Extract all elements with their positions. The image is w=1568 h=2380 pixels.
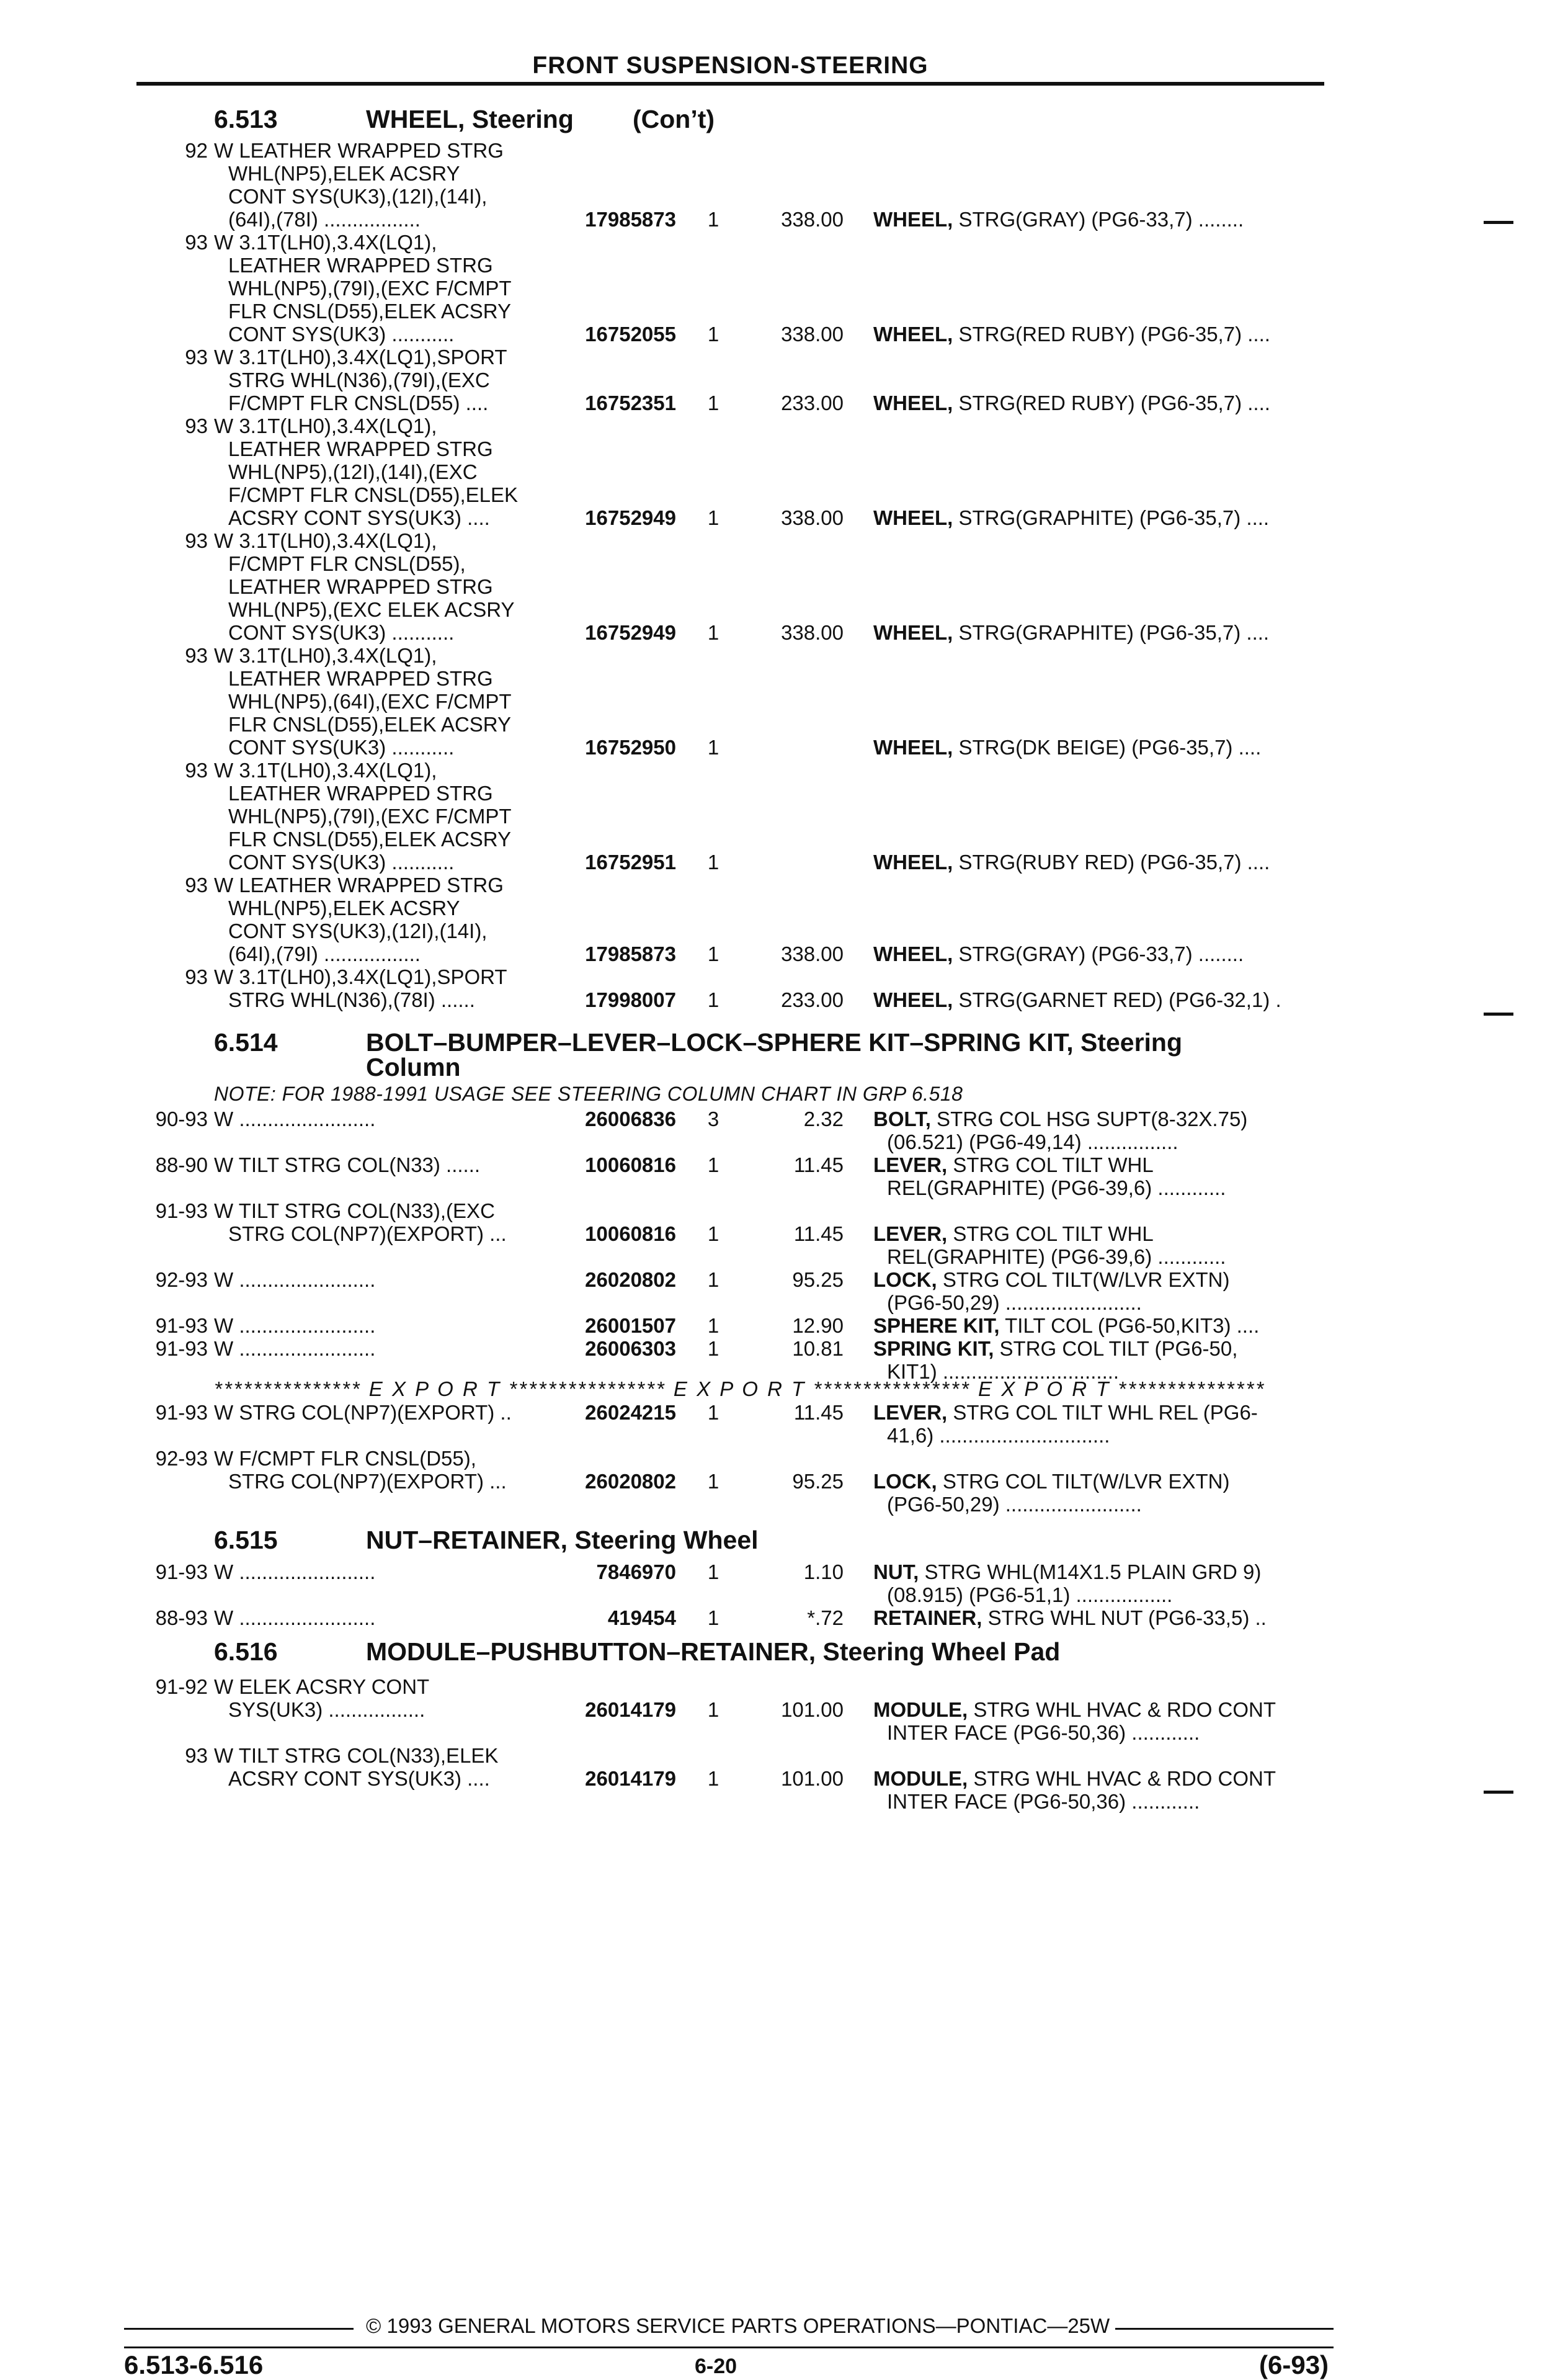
part-description: SPHERE KIT, TILT COL (PG6-50,KIT3) .... <box>873 1314 1260 1337</box>
part-name: LEVER, <box>873 1222 948 1245</box>
usage-line: WHL(NP5),(79I),(EXC F/CMPT <box>228 805 512 828</box>
part-name: WHEEL, <box>873 208 953 231</box>
price: 338.00 <box>781 621 844 644</box>
price: 101.00 <box>781 1767 844 1790</box>
usage-line: ACSRY CONT SYS(UK3) .... <box>228 1767 490 1790</box>
footer-rule-left <box>124 2328 354 2330</box>
section-title: WHEEL, Steering <box>366 105 574 133</box>
usage-line: (64I),(78I) ................. <box>228 208 421 231</box>
usage-line: STRG COL(NP7)(EXPORT) ... <box>228 1222 507 1245</box>
part-description: NUT, STRG WHL(M14X1.5 PLAIN GRD 9) <box>873 1560 1262 1583</box>
part-number: 16752949 <box>585 621 676 644</box>
part-name: WHEEL, <box>873 621 953 644</box>
part-name: LOCK, <box>873 1268 937 1291</box>
part-description: WHEEL, STRG(GARNET RED) (PG6-32,1) . <box>873 988 1281 1011</box>
part-number: 26001507 <box>585 1314 676 1337</box>
part-name: SPRING KIT, <box>873 1337 994 1360</box>
price: 233.00 <box>781 391 844 414</box>
part-number: 419454 <box>607 1606 676 1629</box>
quantity: 1 <box>707 1314 719 1337</box>
quantity: 1 <box>707 1222 719 1245</box>
quantity: 1 <box>707 736 719 759</box>
quantity: 1 <box>707 988 719 1011</box>
part-description-cont: (PG6-50,29) ........................ <box>887 1493 1142 1516</box>
part-name: BOLT, <box>873 1107 931 1130</box>
quantity: 1 <box>707 391 719 414</box>
usage-line: CONT SYS(UK3) ........... <box>228 621 455 644</box>
part-number: 16752949 <box>585 506 676 529</box>
usage-line: SYS(UK3) ................. <box>228 1698 425 1721</box>
quantity: 1 <box>707 506 719 529</box>
usage-line: WHL(NP5),(64I),(EXC F/CMPT <box>228 690 512 713</box>
part-description: WHEEL, STRG(GRAPHITE) (PG6-35,7) .... <box>873 506 1270 529</box>
usage-line: CONT SYS(UK3),(12I),(14I), <box>228 185 488 208</box>
part-description: WHEEL, STRG(DK BEIGE) (PG6-35,7) .... <box>873 736 1262 759</box>
usage-line: WHL(NP5),(79I),(EXC F/CMPT <box>228 277 512 300</box>
section-number: 6.514 <box>214 1028 278 1057</box>
margin-mark <box>1484 221 1513 224</box>
price: 10.81 <box>792 1337 844 1360</box>
section-number: 6.515 <box>214 1526 278 1554</box>
usage-line: W 3.1T(LH0),3.4X(LQ1), <box>214 414 437 437</box>
quantity: 1 <box>707 1560 719 1583</box>
part-name: WHEEL, <box>873 851 953 874</box>
model-year: 93 <box>185 231 208 254</box>
header-rule <box>136 82 1324 86</box>
margin-mark <box>1484 1791 1513 1794</box>
usage-line: W ........................ <box>214 1268 376 1291</box>
quantity: 1 <box>707 1401 719 1424</box>
part-description: MODULE, STRG WHL HVAC & RDO CONT <box>873 1767 1276 1790</box>
usage-line: LEATHER WRAPPED STRG <box>228 254 493 277</box>
usage-line: W ........................ <box>214 1337 376 1360</box>
part-number: 16752950 <box>585 736 676 759</box>
usage-line: WHL(NP5),ELEK ACSRY <box>228 897 460 919</box>
model-year: 93 <box>185 346 208 369</box>
usage-line: F/CMPT FLR CNSL(D55),ELEK <box>228 483 518 506</box>
model-year: 91-93 <box>155 1337 208 1360</box>
usage-line: W 3.1T(LH0),3.4X(LQ1),SPORT <box>214 965 507 988</box>
price: 338.00 <box>781 208 844 231</box>
usage-line: FLR CNSL(D55),ELEK ACSRY <box>228 828 512 851</box>
price: 95.25 <box>792 1268 844 1291</box>
part-number: 26006303 <box>585 1337 676 1360</box>
price: 1.10 <box>803 1560 844 1583</box>
part-description: RETAINER, STRG WHL NUT (PG6-33,5) .. <box>873 1606 1267 1629</box>
usage-line: WHL(NP5),(EXC ELEK ACSRY <box>228 598 515 621</box>
usage-line: W TILT STRG COL(N33) ...... <box>214 1153 481 1176</box>
usage-line: W STRG COL(NP7)(EXPORT) .. <box>214 1401 512 1424</box>
part-description: LOCK, STRG COL TILT(W/LVR EXTN) <box>873 1470 1230 1493</box>
part-number: 16752055 <box>585 323 676 346</box>
usage-line: W LEATHER WRAPPED STRG <box>214 874 504 897</box>
model-year: 91-93 <box>155 1401 208 1424</box>
section-continued: (Con’t) <box>633 105 715 133</box>
part-number: 17985873 <box>585 942 676 965</box>
part-number: 26014179 <box>585 1698 676 1721</box>
quantity: 3 <box>707 1107 719 1130</box>
part-description: WHEEL, STRG(RUBY RED) (PG6-35,7) .... <box>873 851 1270 874</box>
quantity: 1 <box>707 1767 719 1790</box>
price: 12.90 <box>792 1314 844 1337</box>
page-header-title: FRONT SUSPENSION-STEERING <box>532 52 929 79</box>
price: 338.00 <box>781 506 844 529</box>
part-description: LEVER, STRG COL TILT WHL REL (PG6- <box>873 1401 1258 1424</box>
part-description: WHEEL, STRG(RED RUBY) (PG6-35,7) .... <box>873 323 1270 346</box>
price: 338.00 <box>781 942 844 965</box>
part-description: LOCK, STRG COL TILT(W/LVR EXTN) <box>873 1268 1230 1291</box>
part-number: 26020802 <box>585 1470 676 1493</box>
part-description-cont: (08.915) (PG6-51,1) ................. <box>887 1583 1173 1606</box>
part-number: 16752351 <box>585 391 676 414</box>
part-name: MODULE, <box>873 1767 968 1790</box>
part-description: LEVER, STRG COL TILT WHL <box>873 1153 1154 1176</box>
section-number: 6.513 <box>214 105 278 133</box>
usage-line: F/CMPT FLR CNSL(D55) .... <box>228 391 489 414</box>
model-year: 91-93 <box>155 1314 208 1337</box>
footer-rule-bottom <box>124 2346 1334 2348</box>
part-number: 10060816 <box>585 1153 676 1176</box>
part-description: MODULE, STRG WHL HVAC & RDO CONT <box>873 1698 1276 1721</box>
usage-line: W 3.1T(LH0),3.4X(LQ1), <box>214 231 437 254</box>
part-description: WHEEL, STRG(GRAY) (PG6-33,7) ........ <box>873 208 1244 231</box>
usage-line: (64I),(79I) ................. <box>228 942 421 965</box>
part-description-cont: REL(GRAPHITE) (PG6-39,6) ............ <box>887 1245 1226 1268</box>
quantity: 1 <box>707 208 719 231</box>
usage-line: W 3.1T(LH0),3.4X(LQ1),SPORT <box>214 346 507 369</box>
usage-line: W 3.1T(LH0),3.4X(LQ1), <box>214 529 437 552</box>
model-year: 88-93 <box>155 1606 208 1629</box>
usage-line: W TILT STRG COL(N33),ELEK <box>214 1744 499 1767</box>
usage-line: CONT SYS(UK3) ........... <box>228 323 455 346</box>
usage-line: STRG COL(NP7)(EXPORT) ... <box>228 1470 507 1493</box>
price: 11.45 <box>793 1401 844 1424</box>
model-year: 93 <box>185 644 208 667</box>
usage-line: W ELEK ACSRY CONT <box>214 1675 430 1698</box>
part-description-cont: KIT1) ............................... <box>887 1360 1120 1383</box>
part-description: WHEEL, STRG(GRAY) (PG6-33,7) ........ <box>873 942 1244 965</box>
export-divider: *************** E X P O R T **************** E X P O R T **************** E X P O R T *************** <box>214 1377 1266 1400</box>
part-name: LOCK, <box>873 1470 937 1493</box>
part-name: LEVER, <box>873 1153 948 1176</box>
part-number: 26006836 <box>585 1107 676 1130</box>
part-name: WHEEL, <box>873 323 953 346</box>
quantity: 1 <box>707 1337 719 1360</box>
usage-line: WHL(NP5),(12I),(14I),(EXC <box>228 460 478 483</box>
model-year: 92 <box>185 139 208 162</box>
usage-line: STRG WHL(N36),(78I) ...... <box>228 988 475 1011</box>
quantity: 1 <box>707 323 719 346</box>
quantity: 1 <box>707 942 719 965</box>
part-number: 7846970 <box>596 1560 676 1583</box>
usage-line: W 3.1T(LH0),3.4X(LQ1), <box>214 644 437 667</box>
usage-line: W ........................ <box>214 1606 376 1629</box>
part-description: SPRING KIT, STRG COL TILT (PG6-50, <box>873 1337 1238 1360</box>
price: 2.32 <box>803 1107 844 1130</box>
usage-line: W LEATHER WRAPPED STRG <box>214 139 504 162</box>
price: 338.00 <box>781 323 844 346</box>
price: 11.45 <box>793 1222 844 1245</box>
part-description-cont: (PG6-50,29) ........................ <box>887 1291 1142 1314</box>
part-description-cont: INTER FACE (PG6-50,36) ............ <box>887 1721 1200 1744</box>
part-description: LEVER, STRG COL TILT WHL <box>873 1222 1154 1245</box>
usage-line: CONT SYS(UK3) ........... <box>228 736 455 759</box>
model-year: 91-93 <box>155 1199 208 1222</box>
part-description-cont: (06.521) (PG6-49,14) ................ <box>887 1130 1178 1153</box>
usage-line: CONT SYS(UK3) ........... <box>228 851 455 874</box>
part-name: NUT, <box>873 1560 919 1583</box>
part-name: WHEEL, <box>873 506 953 529</box>
part-name: LEVER, <box>873 1401 948 1424</box>
usage-line: W ........................ <box>214 1107 376 1130</box>
quantity: 1 <box>707 621 719 644</box>
margin-mark <box>1484 1013 1513 1016</box>
price: 233.00 <box>781 988 844 1011</box>
part-number: 26024215 <box>585 1401 676 1424</box>
quantity: 1 <box>707 1698 719 1721</box>
usage-line: FLR CNSL(D55),ELEK ACSRY <box>228 713 512 736</box>
usage-line: WHL(NP5),ELEK ACSRY <box>228 162 460 185</box>
model-year: 93 <box>185 414 208 437</box>
model-year: 92-93 <box>155 1268 208 1291</box>
part-name: WHEEL, <box>873 391 953 414</box>
usage-line: W TILT STRG COL(N33),(EXC <box>214 1199 495 1222</box>
model-year: 93 <box>185 529 208 552</box>
usage-line: W ........................ <box>214 1560 376 1583</box>
part-description: WHEEL, STRG(RED RUBY) (PG6-35,7) .... <box>873 391 1270 414</box>
model-year: 93 <box>185 874 208 897</box>
usage-line: LEATHER WRAPPED STRG <box>228 667 493 690</box>
part-name: RETAINER, <box>873 1606 982 1629</box>
quantity: 1 <box>707 1606 719 1629</box>
price: 95.25 <box>792 1470 844 1493</box>
quantity: 1 <box>707 851 719 874</box>
footer-copyright: © 1993 GENERAL MOTORS SERVICE PARTS OPERATIONS—PONTIAC—25W <box>366 2314 1110 2337</box>
part-name: SPHERE KIT, <box>873 1314 1000 1337</box>
price: *.72 <box>807 1606 844 1629</box>
part-name: WHEEL, <box>873 988 953 1011</box>
part-number: 26014179 <box>585 1767 676 1790</box>
section-title: MODULE–PUSHBUTTON–RETAINER, Steering Wheel Pad <box>366 1637 1061 1666</box>
usage-line: STRG WHL(N36),(79I),(EXC <box>228 369 490 391</box>
model-year: 93 <box>185 1744 208 1767</box>
usage-line: W F/CMPT FLR CNSL(D55), <box>214 1447 476 1470</box>
usage-line: LEATHER WRAPPED STRG <box>228 437 493 460</box>
model-year: 91-92 <box>155 1675 208 1698</box>
model-year: 90-93 <box>155 1107 208 1130</box>
part-number: 17985873 <box>585 208 676 231</box>
quantity: 1 <box>707 1470 719 1493</box>
usage-line: FLR CNSL(D55),ELEK ACSRY <box>228 300 512 323</box>
usage-line: CONT SYS(UK3),(12I),(14I), <box>228 919 488 942</box>
model-year: 93 <box>185 965 208 988</box>
section-title: NUT–RETAINER, Steering Wheel <box>366 1526 759 1554</box>
usage-line: LEATHER WRAPPED STRG <box>228 575 493 598</box>
model-year: 93 <box>185 759 208 782</box>
usage-line: W 3.1T(LH0),3.4X(LQ1), <box>214 759 437 782</box>
price: 11.45 <box>793 1153 844 1176</box>
part-description-cont: INTER FACE (PG6-50,36) ............ <box>887 1790 1200 1813</box>
part-number: 16752951 <box>585 851 676 874</box>
model-year: 88-90 <box>155 1153 208 1176</box>
model-year: 91-93 <box>155 1560 208 1583</box>
section-note: NOTE: FOR 1988-1991 USAGE SEE STEERING COLUMN CHART IN GRP 6.518 <box>214 1083 963 1105</box>
section-title-line2: Column <box>366 1053 461 1081</box>
usage-line: F/CMPT FLR CNSL(D55), <box>228 552 466 575</box>
part-number: 10060816 <box>585 1222 676 1245</box>
quantity: 1 <box>707 1153 719 1176</box>
price: 101.00 <box>781 1698 844 1721</box>
part-description: BOLT, STRG COL HSG SUPT(8-32X.75) <box>873 1107 1248 1130</box>
usage-line: LEATHER WRAPPED STRG <box>228 782 493 805</box>
part-number: 26020802 <box>585 1268 676 1291</box>
quantity: 1 <box>707 1268 719 1291</box>
part-number: 17998007 <box>585 988 676 1011</box>
usage-line: W ........................ <box>214 1314 376 1337</box>
section-number: 6.516 <box>214 1637 278 1666</box>
section-title: BOLT–BUMPER–LEVER–LOCK–SPHERE KIT–SPRING KIT, Steering <box>366 1028 1183 1057</box>
part-description: WHEEL, STRG(GRAPHITE) (PG6-35,7) .... <box>873 621 1270 644</box>
part-description-cont: REL(GRAPHITE) (PG6-39,6) ............ <box>887 1176 1226 1199</box>
footer-rule-right <box>1115 2328 1334 2330</box>
model-year: 92-93 <box>155 1447 208 1470</box>
usage-line: ACSRY CONT SYS(UK3) .... <box>228 506 490 529</box>
part-name: WHEEL, <box>873 942 953 965</box>
part-name: MODULE, <box>873 1698 968 1721</box>
footer-revision-date: (6-93) <box>1259 2350 1329 2379</box>
footer-page-number: 6-20 <box>695 2355 737 2378</box>
footer-section-range: 6.513-6.516 <box>124 2350 264 2379</box>
part-description-cont: 41,6) .............................. <box>887 1424 1110 1447</box>
part-name: WHEEL, <box>873 736 953 759</box>
